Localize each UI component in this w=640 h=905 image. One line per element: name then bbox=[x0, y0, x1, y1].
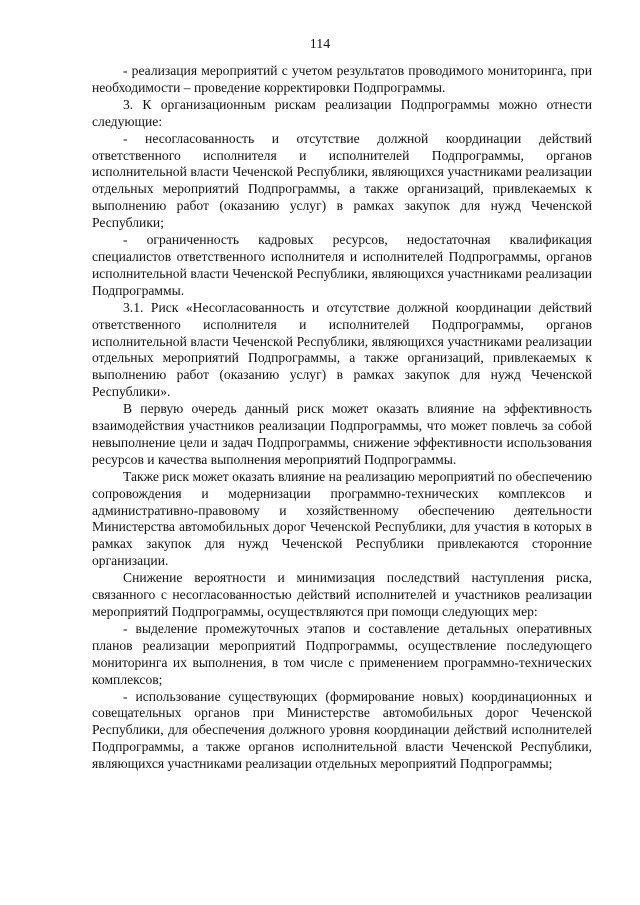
body-paragraph: - выделение промежуточных этапов и составление детальных оперативных планов реализации мероприятий Подпрограммы, осуществление последующего мониторинга их выполнения, в том числе с применением программно-технических комплексов; bbox=[92, 620, 592, 687]
body-paragraph: - несогласованность и отсутствие должной координации действий ответственного исполнителя и исполнителей Подпрограммы, органов исполнительной власти Чеченской Республики, являющихся участниками реализации отдельных мероприятий Подпрограммы, а также организаций, привлекаемых к выполнению работ (оказанию услуг) в рамках закупок для нужд Чеченской Республики; bbox=[92, 130, 592, 231]
body-paragraph: - использование существующих (формирование новых) координационных и совещательных органов при Министерстве автомобильных дорог Чеченской Республики, для обеспечения должного уровня координации действий исполнителей Подпрограммы, а также органов исполнительной власти Чеченской Республики, являющихся участниками реализации отдельных мероприятий Подпрограммы; bbox=[92, 688, 592, 772]
body-paragraph: 3. К организационным рискам реализации Подпрограммы можно отнести следующие: bbox=[92, 96, 592, 129]
body-paragraph: Снижение вероятности и минимизация последствий наступления риска, связанного с несогласованностью действий исполнителей и участников реализации мероприятий Подпрограммы, осуществляются при помощи следующих мер: bbox=[92, 570, 592, 619]
body-paragraph: 3.1. Риск «Несогласованность и отсутствие должной координации действий ответственного исполнителя и исполнителей Подпрограммы, органов исполнительной власти Чеченской Республики, являющихся участниками реализации отдельных мероприятий Подпрограммы, а также организаций, привлекаемых к выполнению работ (оказанию услуг) в рамках закупок для нужд Чеченской Республики». bbox=[92, 299, 592, 400]
document-body bbox=[92, 63, 592, 773]
page-number: 114 bbox=[309, 37, 331, 52]
body-paragraph: - ограниченность кадровых ресурсов, недостаточная квалификация специалистов ответственного исполнителя и исполнителей Подпрограммы, органов исполнительной власти Чеченской Республики, являющихся участниками реализации Подпрограммы. bbox=[92, 232, 592, 298]
body-paragraph: - реализация мероприятий с учетом результатов проводимого мониторинга, при необходимости – проведение корректировки Подпрограммы. bbox=[92, 63, 592, 95]
body-paragraph: В первую очередь данный риск может оказать влияние на эффективность взаимодействия участников реализации Подпрограммы, что может повлечь за собой невыполнение цели и задач Подпрограммы, снижение эффективности использования ресурсов и качества выполнения мероприятий Подпрограммы. bbox=[92, 401, 592, 467]
body-paragraph: Также риск может оказать влияние на реализацию мероприятий по обеспечению сопровождения и модернизации программно-технических комплексов и административно-правовому и хозяйственному обеспечению деятельности Министерства автомобильных дорог Чеченской Республики, для участия в которых в рамках закупок для нужд Чеченской Республики привлекаются сторонние организации. bbox=[92, 468, 592, 569]
